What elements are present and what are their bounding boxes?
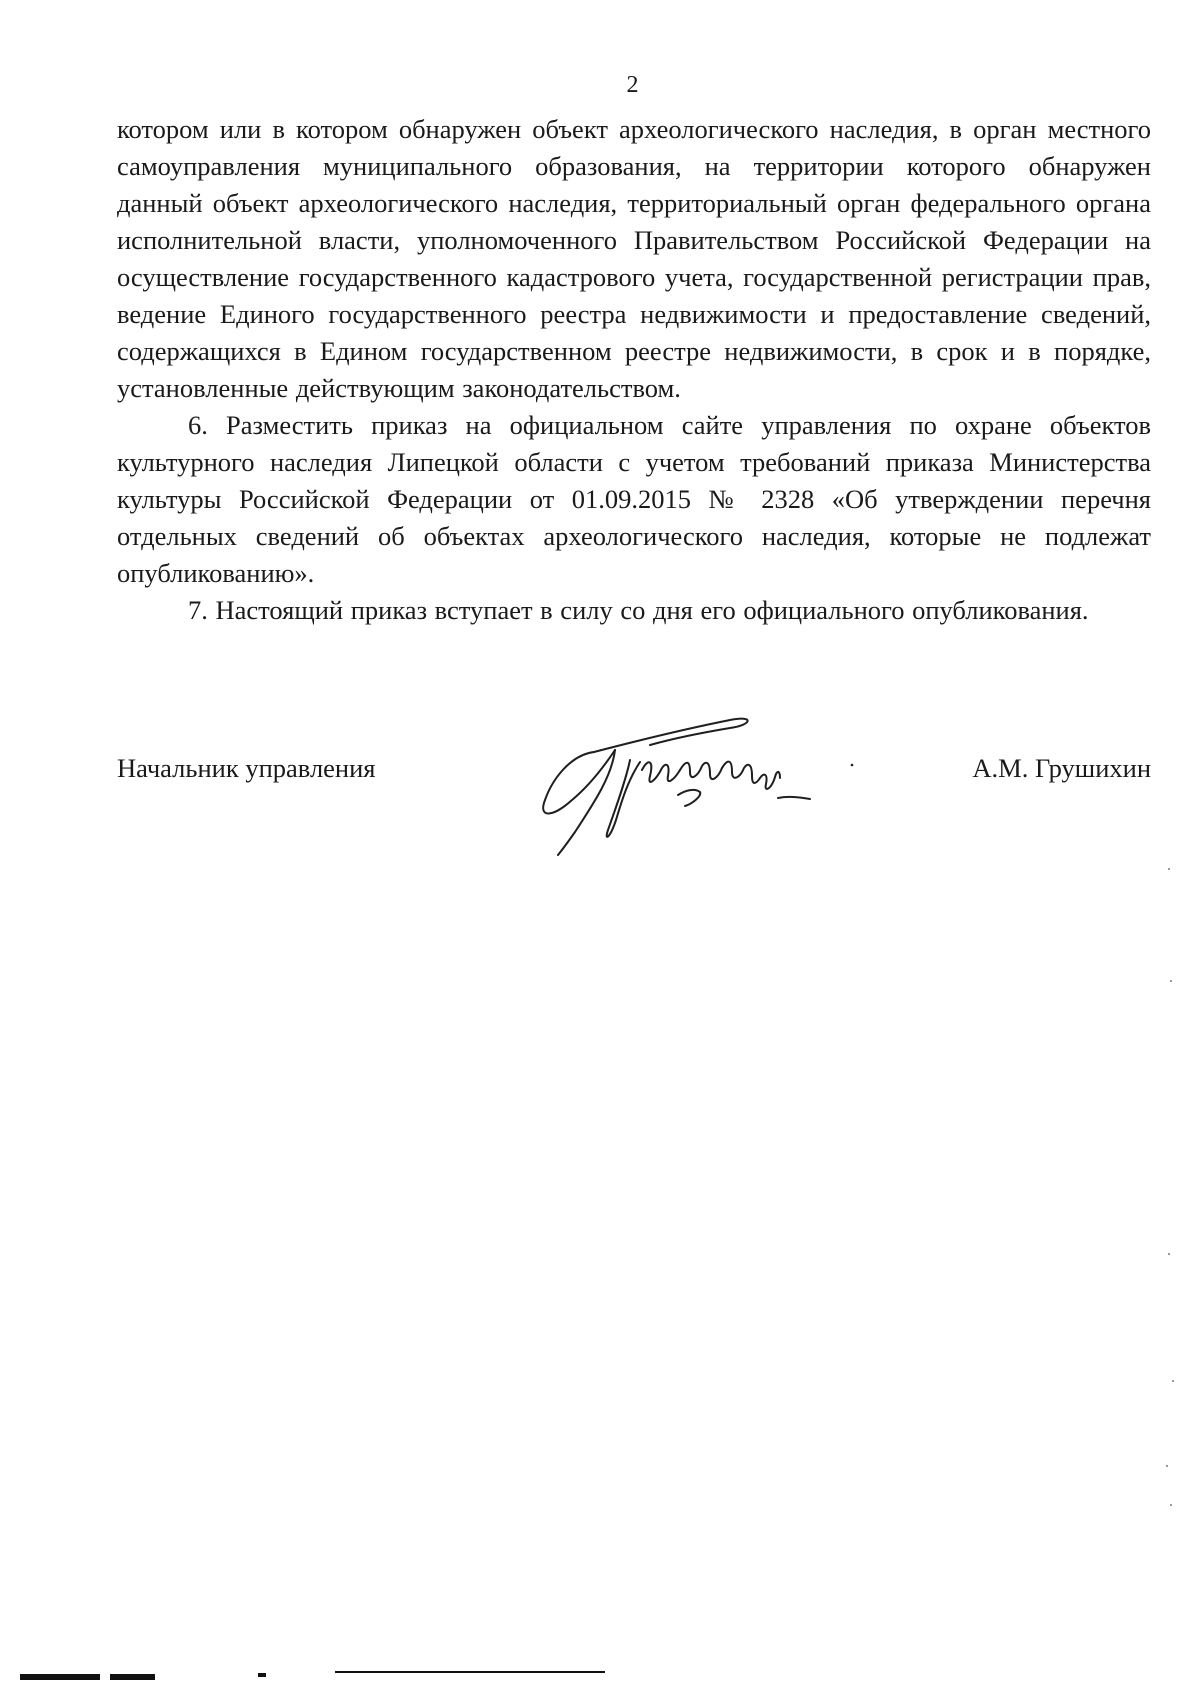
document-body — [117, 111, 1151, 629]
paragraph-continuation: котором или в котором обнаружен объект археологического наследия, в орган местного самоуправления муниципального образования, на территории которого обнаружен данный объект археологического наследия, территориальный орган федерального органа исполнительной власти, уполномоченного Правительством Российской Федерации на осуществление государственного кадастрового учета, государственной регистрации прав, ведение Единого государственного реестра недвижимости и предоставление сведений, содержащихся в Едином государственном реестре недвижимости, в срок и в порядке, установленные действующим законодательством. — [117, 114, 1151, 403]
page-number: 2 — [626, 72, 639, 98]
signer-title: Начальник управления — [117, 753, 376, 783]
signer-name: А.М. Грушихин — [972, 753, 1151, 783]
paragraph-item-6: 6. Разместить приказ на официальном сайте управления по охране объектов культурного наследия Липецкой области с учетом требований приказа Министерства культуры Российской Федерации от 01.09.2015 № 2328 «Об утверждении перечня отдельных сведений об объектах археологического наследия, которые не подлежат опубликованию». — [117, 410, 1151, 588]
scan-line — [335, 1671, 605, 1673]
paragraph-item-7: 7. Настоящий приказ вступает в силу со дня его официального опубликования. — [188, 595, 1089, 625]
scan-speck — [1168, 1253, 1170, 1255]
scan-mark — [20, 1674, 100, 1680]
scan-speck — [1170, 1504, 1172, 1506]
scan-speck — [1168, 868, 1170, 870]
scan-mark — [110, 1674, 155, 1680]
scan-speck — [1166, 1465, 1168, 1467]
scan-speck — [1172, 1380, 1174, 1382]
scan-speck — [1170, 980, 1172, 982]
scan-edge-marks — [0, 1665, 1200, 1690]
handwritten-signature — [530, 700, 910, 870]
scan-mark — [258, 1673, 266, 1677]
